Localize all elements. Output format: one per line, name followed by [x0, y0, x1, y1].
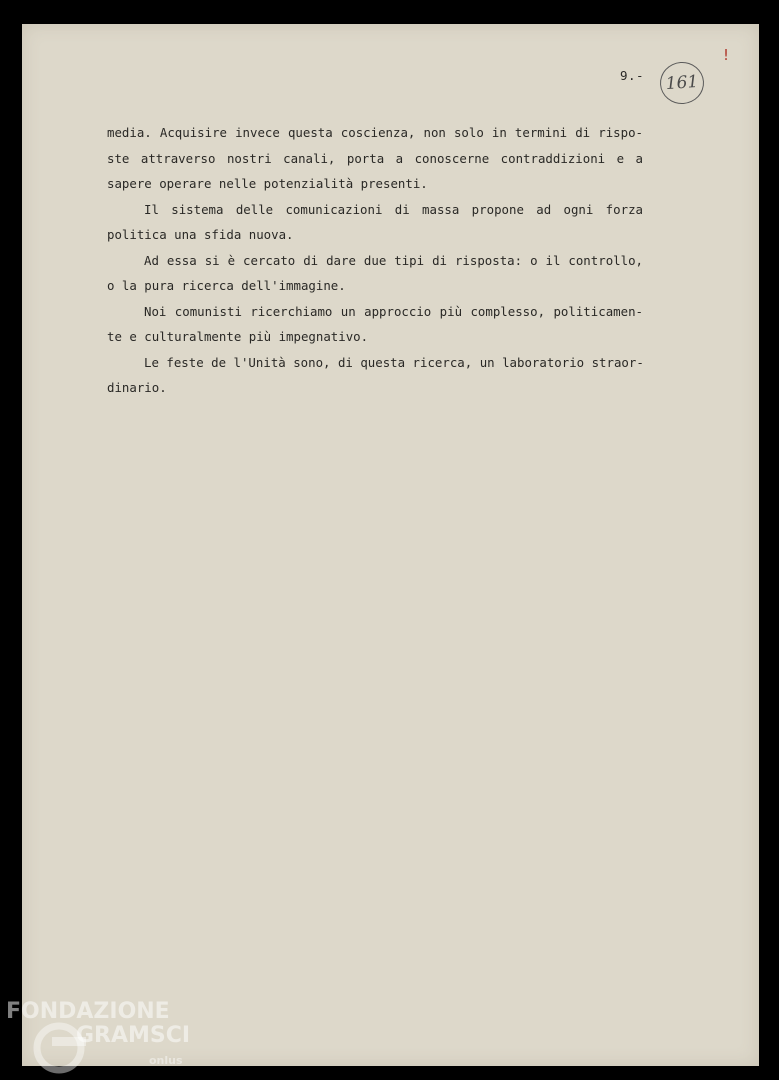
- paragraph: [107, 120, 643, 197]
- text-line: Le feste de l'Unità sono, di questa ricerca, un laboratorio straor-: [144, 354, 644, 370]
- watermark-logo-icon: [4, 994, 194, 1076]
- text-line: Noi comunisti ricerchiamo un approccio più complesso, politicamen-: [144, 303, 643, 319]
- fondazione-gramsci-watermark: [4, 994, 194, 1076]
- text-line: ste attraverso nostri canali, porta a conoscerne contraddizioni e a: [107, 150, 643, 166]
- watermark-line2: GRAMSCI: [76, 1023, 191, 1048]
- page-number: 9.-: [620, 68, 645, 83]
- text-line: media. Acquisire invece questa coscienza, non solo in termini di rispo-: [107, 125, 643, 140]
- watermark-line1: FONDAZIONE: [6, 999, 170, 1024]
- text-line: sapere operare nelle potenzialità presenti.: [107, 176, 428, 191]
- body-text: [107, 120, 643, 401]
- paragraph: [107, 197, 643, 248]
- text-line: te e culturalmente più impegnativo.: [107, 329, 369, 344]
- archive-stamp: 161: [659, 61, 706, 106]
- text-line: o la pura ricerca dell'immagine.: [107, 278, 346, 293]
- paragraph: [107, 248, 643, 299]
- text-line: dinario.: [107, 380, 167, 395]
- text-line: politica una sfida nuova.: [107, 227, 294, 242]
- watermark-line3: onlus: [149, 1054, 183, 1067]
- document-page: [22, 24, 759, 1066]
- paragraph: [107, 299, 643, 350]
- paragraph: [107, 350, 643, 401]
- text-line: Il sistema delle comunicazioni di massa propone ad ogni forza: [144, 201, 643, 217]
- text-line: Ad essa si è cercato di dare due tipi di risposta: o il controllo,: [144, 252, 643, 268]
- margin-mark: !: [723, 46, 730, 64]
- watermark-g-ring: [37, 1026, 81, 1070]
